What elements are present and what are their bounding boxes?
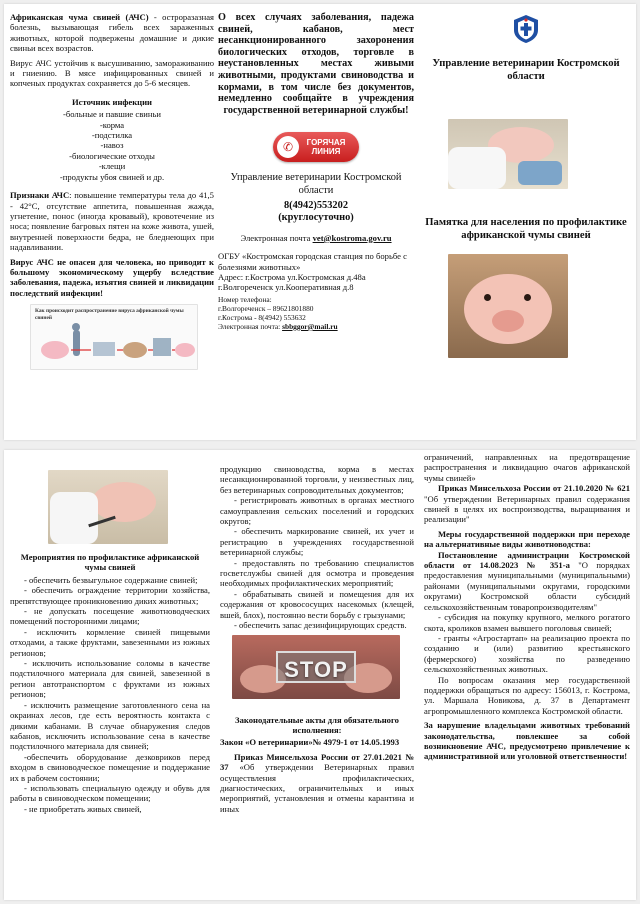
diagram-caption: Как происходит распространение вируса африканской чумы свиней <box>35 308 184 321</box>
station-address-1: Адрес: г.Кострома ул.Костромская д.48а <box>218 271 366 282</box>
phones-label: Номер телефона: <box>218 294 272 304</box>
measures-list <box>10 575 210 814</box>
legal-acts-title: Законодательные акты для обязательного исполнения: <box>235 714 399 735</box>
brochure-title: Памятка для населения по профилактике африканской чумы свиней <box>425 217 627 241</box>
decree-text: "О порядках предоставления муниципальными (муниципальными) районами (муниципальными округами, городскими округами) Костромской области субсидий сельскохозяйственным товаропроизводителям" <box>424 560 630 612</box>
brochure-outer-side <box>4 4 636 440</box>
list-item: -клещи <box>98 161 126 172</box>
phone-icon: ✆ <box>277 136 299 158</box>
regional-decree-351a <box>424 550 630 612</box>
asf-signs-title: Признаки АЧС <box>10 190 70 201</box>
list-item: - исключить размещение заготовленного сена на окраинах лесов, где есть вероятность контакта с дикими кабанами. В случае обнаружения следов кабанов, исключить использование сена в качестве подстилочного материала для свиней; <box>10 699 210 752</box>
order-text: "Об утверждении Ветеринарных правил содержания свиней в целях их воспроизводства, выращивания и реализации" <box>424 493 630 525</box>
legislation-support-column <box>424 450 630 900</box>
list-item: - не приобретать живых свиней, <box>24 803 142 814</box>
decree-heading: Постановление администрации Костромской области от 14.08.2023 № 351-а <box>424 549 630 571</box>
piglet <box>92 482 156 522</box>
email-link[interactable]: sbbggor@mail.ru <box>282 321 338 331</box>
vet-with-piglet-photo <box>448 119 568 189</box>
subsidy-item: - субсидия на покупку крупного, мелкого рогатого скота, кроликов взамен вывшего поголовья свиней; <box>424 612 630 633</box>
measures-title: Мероприятия по профилактике африканской чумы свиней <box>20 552 200 573</box>
list-item: -продукты убоя свиней и др. <box>59 171 165 182</box>
list-item: - исключить кормление свиней пищевыми отходами, а также фруктами, завезенными из южных регионов; <box>10 626 210 658</box>
vet-department-name: Управление ветеринарии Костромской области <box>230 172 402 196</box>
list-item: -обеспечить оборудование дезковриков перед входом в свиноводческое помещение и поддержание их в рабочем состоянии; <box>10 751 210 783</box>
station-phone-1: г.Волгореченск – 89621801880 <box>218 303 314 313</box>
pig-head <box>464 274 552 344</box>
vet-coat <box>448 147 506 189</box>
stop-asf-image <box>232 635 400 699</box>
prevention-column <box>10 450 210 900</box>
state-support-title: Меры государственной поддержки при переходе на альтернативные виды животноводства: <box>424 528 630 550</box>
list-item: - обрабатывать свиней и помещения для их содержания от кровососущих насекомых (клещей, вшей, блох), постоянно вести борьбу с грызунами; <box>220 588 414 620</box>
contacts-column <box>218 4 414 440</box>
infection-sources-list <box>10 109 214 182</box>
station-phone-2: г.Кострома - 8(4942) 553632 <box>218 312 306 322</box>
list-item: -навоз <box>100 140 124 151</box>
list-item: - исключить использование соломы в качестве подстилочного материала для свиней, завезенной в регион автотранспортом с фруктами из южных регионов; <box>10 658 210 700</box>
list-item: -больные и павшие свиньи <box>63 109 161 120</box>
vet-service-emblem <box>513 14 539 44</box>
order-text: «Об утверждении Ветеринарных правил осуществления профилактических, диагностических, ограничительных и иных мероприятий, установления и отмены карантина и иных <box>220 762 414 814</box>
asf-definition <box>10 12 214 54</box>
order-heading: Приказ Минсельхоза России от 21.10.2020 № 621 <box>438 483 630 494</box>
brochure-inner-side <box>4 450 636 900</box>
list-item: - регистрировать животных в органах местного самоуправления сельских поселений и городских округов; <box>220 495 414 527</box>
asf-signs-text: : повышение температуры тела до 41,5 - 42°С, отсутствие аппетита, повышенная жажда, угнетение, понос (иногда кровавый), кровотечение из носа; появление багровых пятен на коже живота, ушей, внутренней поверхности бедра, не бледнеющих при надавливании. <box>10 190 214 253</box>
asf-definition-text: - остроразазная болезнь, вызывающая гибель всех зараженных животных, которой подвержены домашние и дикие свиньи всех возрастов. <box>10 12 214 54</box>
hotline-label: ГОРЯЧАЯ ЛИНИЯ <box>306 138 346 157</box>
asf-signs <box>10 190 214 252</box>
email-label: Электронная почта <box>240 232 313 243</box>
list-item: - предоставлять по требованию специалистов госветслужбы свиней для осмотра и проведения необходимых профилактических мероприятий; <box>220 557 414 589</box>
list-item: - обеспечить запас дезинфицирующих средств. <box>234 620 407 631</box>
list-item: -подстилка <box>91 130 133 141</box>
asf-term: Африканская чума свиней (АЧС) <box>10 12 149 22</box>
station-email <box>218 322 414 331</box>
glove <box>518 161 562 185</box>
list-item: -корма <box>99 119 125 130</box>
email-label: Электронная почта: <box>218 321 283 331</box>
email-link[interactable]: vet@kostroma.gov.ru <box>312 232 392 243</box>
vet-coat <box>50 492 98 544</box>
measures-continuation: продукцию свиноводства, корма в местах несанкционированной торговли, у неизвестных лиц, без ветеринарных сопроводительных документов; <box>220 464 414 495</box>
list-item: - обеспечить ограждение территории хозяйства, препятствующее проникновению диких животных; <box>10 585 210 606</box>
grant-item: - гранты «Агростартап» на реализацию проекта по созданию и (или) развитию крестьянского (фермерского) хозяйства по разведению сельскохозяйственных животных. <box>424 632 630 675</box>
list-item: -биологические отходы <box>69 150 155 161</box>
header-department-name: Управление ветеринарии Костромской области <box>432 58 620 82</box>
hotline-badge <box>273 132 359 162</box>
veterinary-law: Закон «О ветеринарии»№ 4979-1 от 14.05.1993 <box>220 737 400 748</box>
virus-resistance-text: Вирус АЧС устойчив к высушиванию, замораживанию и гниению. В мясе инфицированных свиней и копченых продуктах сохраняется до 5-6 месяцев. <box>10 57 214 89</box>
station-name: ОГБУ «Костромская городская станция по борьбе с болезнями животных» <box>218 251 407 272</box>
report-callout: О всех случаях заболевания, падежа свиней, кабанов, мест несанкционированного захоронения биологических отходов, торговле в неустановленных местах живыми животными, продуктами свиноводства и кормами, в том числе без документов, немедленно сообщайте в учреждения государственной ветеринарной службы! <box>218 12 414 116</box>
asf-info-column <box>10 4 214 440</box>
diagram-illustration <box>31 320 198 370</box>
ministry-order-37 <box>220 752 414 814</box>
stop-label: STOP <box>284 656 348 682</box>
emblem-icon <box>513 14 539 44</box>
hotline-phone: 8(4942)553202 <box>283 199 349 211</box>
liability-warning: За нарушение владельцами животных требований законодательства, повлекшее за собой возникновение АЧС, предусмотрено привлечение к административной или уголовной ответственности! <box>424 720 630 762</box>
order-heading: Приказ Минсельхоза России от 27.01.2021 № 37 <box>220 751 414 773</box>
list-item: - не допускать посещение животноводческих помещений посторонними лицами; <box>10 606 210 627</box>
list-item: - использовать специальную одежду и обувь для работы в свиноводческом помещении; <box>10 782 210 804</box>
station-address-2: г.Волгореченск ул.Кооперативная д.8 <box>218 282 354 293</box>
department-email <box>218 233 414 243</box>
hotline-hours: (круглосуточно) <box>278 212 354 224</box>
pig-portrait-photo <box>448 254 568 358</box>
asf-warning: Вирус АЧС не опасен для человека, но приводит к большому экономическому ущербу вследствие заболевания, падежа, изъятия свиней и ликвидации последствий инфекции! <box>10 256 214 298</box>
order-continuation: ограничений, направленных на предотвращение распространения и ликвидацию очагов африканской чумы свиней» <box>424 452 630 483</box>
list-item: - обеспечить маркирование свиней, их учет и регистрацию в учреждениях государственной ветеринарной службы; <box>220 526 414 558</box>
infection-sources-title: Источник инфекции <box>72 96 152 107</box>
support-contact: По вопросам оказания мер государственной поддержки обращаться по адресу: 156013, г. Кострома, ул. Маршала Новикова, д. 37 в Департамент агропромышленного комплекса Костромской области. <box>424 674 630 716</box>
cover-column <box>422 4 630 440</box>
ministry-order-621 <box>424 483 630 525</box>
vet-examining-piglet-photo <box>48 470 168 544</box>
prevention-continued-column <box>220 450 414 900</box>
list-item: - обеспечить безвыгульное содержание свиней; <box>24 574 198 585</box>
virus-spread-diagram <box>30 304 198 370</box>
